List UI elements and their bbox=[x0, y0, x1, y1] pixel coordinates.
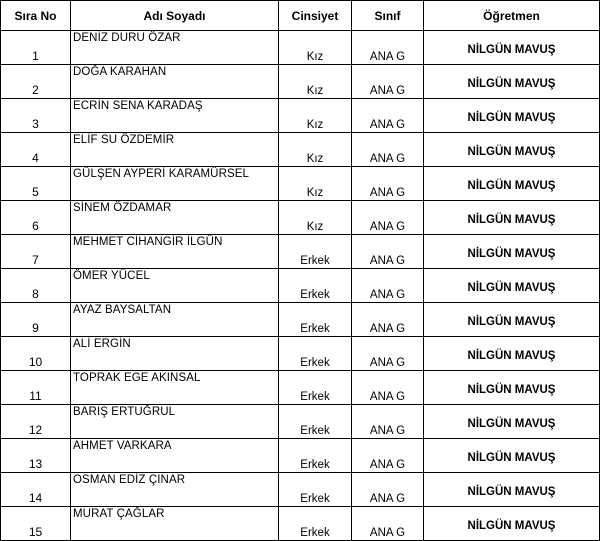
row-number: 7 bbox=[1, 235, 71, 269]
header-teacher: Öğretmen bbox=[424, 1, 600, 31]
student-class: ANA G bbox=[352, 201, 424, 235]
student-name: DOĞA KARAHAN bbox=[71, 65, 279, 99]
table-row bbox=[1, 473, 600, 507]
student-name: ELİF SU ÖZDEMİR bbox=[71, 133, 279, 167]
table-row bbox=[1, 201, 600, 235]
student-name: MURAT ÇAĞLAR bbox=[71, 507, 279, 541]
table-row bbox=[1, 303, 600, 337]
table-row bbox=[1, 167, 600, 201]
table-row bbox=[1, 371, 600, 405]
header-class: Sınıf bbox=[352, 1, 424, 31]
student-gender: Erkek bbox=[279, 405, 352, 439]
teacher-name: NİLGÜN MAVUŞ bbox=[424, 201, 600, 235]
student-gender: Kız bbox=[279, 201, 352, 235]
row-number: 8 bbox=[1, 269, 71, 303]
teacher-name: NİLGÜN MAVUŞ bbox=[424, 303, 600, 337]
student-name: DENİZ DURU ÖZAR bbox=[71, 31, 279, 65]
teacher-name: NİLGÜN MAVUŞ bbox=[424, 507, 600, 541]
table-row bbox=[1, 31, 600, 65]
header-name: Adı Soyadı bbox=[71, 1, 279, 31]
student-class: ANA G bbox=[352, 133, 424, 167]
student-class: ANA G bbox=[352, 405, 424, 439]
teacher-name: NİLGÜN MAVUŞ bbox=[424, 133, 600, 167]
student-gender: Kız bbox=[279, 133, 352, 167]
student-gender: Erkek bbox=[279, 439, 352, 473]
row-number: 6 bbox=[1, 201, 71, 235]
student-class: ANA G bbox=[352, 473, 424, 507]
row-number: 3 bbox=[1, 99, 71, 133]
row-number: 4 bbox=[1, 133, 71, 167]
table-row bbox=[1, 235, 600, 269]
student-class: ANA G bbox=[352, 371, 424, 405]
row-number: 9 bbox=[1, 303, 71, 337]
table-row bbox=[1, 269, 600, 303]
teacher-name: NİLGÜN MAVUŞ bbox=[424, 337, 600, 371]
student-name: SİNEM ÖZDAMAR bbox=[71, 201, 279, 235]
table-row bbox=[1, 405, 600, 439]
student-gender: Erkek bbox=[279, 473, 352, 507]
table-row bbox=[1, 337, 600, 371]
header-gender: Cinsiyet bbox=[279, 1, 352, 31]
student-gender: Erkek bbox=[279, 269, 352, 303]
teacher-name: NİLGÜN MAVUŞ bbox=[424, 31, 600, 65]
student-class: ANA G bbox=[352, 31, 424, 65]
table-row bbox=[1, 133, 600, 167]
table-body bbox=[1, 31, 600, 541]
student-name: MEHMET CİHANGİR İLGÜN bbox=[71, 235, 279, 269]
student-name: BARIŞ ERTUĞRUL bbox=[71, 405, 279, 439]
student-gender: Erkek bbox=[279, 303, 352, 337]
student-name: ALİ ERGİN bbox=[71, 337, 279, 371]
student-gender: Kız bbox=[279, 31, 352, 65]
row-number: 15 bbox=[1, 507, 71, 541]
student-class: ANA G bbox=[352, 337, 424, 371]
row-number: 10 bbox=[1, 337, 71, 371]
row-number: 2 bbox=[1, 65, 71, 99]
student-class: ANA G bbox=[352, 269, 424, 303]
student-class: ANA G bbox=[352, 439, 424, 473]
student-name: ÖMER YÜCEL bbox=[71, 269, 279, 303]
row-number: 11 bbox=[1, 371, 71, 405]
student-gender: Erkek bbox=[279, 507, 352, 541]
student-gender: Erkek bbox=[279, 371, 352, 405]
student-name: TOPRAK EGE AKINSAL bbox=[71, 371, 279, 405]
teacher-name: NİLGÜN MAVUŞ bbox=[424, 65, 600, 99]
student-gender: Kız bbox=[279, 99, 352, 133]
student-name: OSMAN EDİZ ÇINAR bbox=[71, 473, 279, 507]
teacher-name: NİLGÜN MAVUŞ bbox=[424, 235, 600, 269]
teacher-name: NİLGÜN MAVUŞ bbox=[424, 439, 600, 473]
student-class: ANA G bbox=[352, 99, 424, 133]
student-gender: Kız bbox=[279, 167, 352, 201]
row-number: 13 bbox=[1, 439, 71, 473]
student-class: ANA G bbox=[352, 303, 424, 337]
student-name: AHMET VARKARA bbox=[71, 439, 279, 473]
student-class: ANA G bbox=[352, 65, 424, 99]
student-name: ECRİN SENA KARADAŞ bbox=[71, 99, 279, 133]
row-number: 1 bbox=[1, 31, 71, 65]
table-row bbox=[1, 99, 600, 133]
row-number: 12 bbox=[1, 405, 71, 439]
teacher-name: NİLGÜN MAVUŞ bbox=[424, 99, 600, 133]
row-number: 5 bbox=[1, 167, 71, 201]
student-class: ANA G bbox=[352, 235, 424, 269]
table-row bbox=[1, 65, 600, 99]
student-name: AYAZ BAYSALTAN bbox=[71, 303, 279, 337]
teacher-name: NİLGÜN MAVUŞ bbox=[424, 269, 600, 303]
header-no: Sıra No bbox=[1, 1, 71, 31]
teacher-name: NİLGÜN MAVUŞ bbox=[424, 405, 600, 439]
teacher-name: NİLGÜN MAVUŞ bbox=[424, 167, 600, 201]
student-class: ANA G bbox=[352, 507, 424, 541]
student-gender: Kız bbox=[279, 65, 352, 99]
student-class: ANA G bbox=[352, 167, 424, 201]
row-number: 14 bbox=[1, 473, 71, 507]
teacher-name: NİLGÜN MAVUŞ bbox=[424, 371, 600, 405]
header-row bbox=[1, 1, 600, 31]
teacher-name: NİLGÜN MAVUŞ bbox=[424, 473, 600, 507]
student-gender: Erkek bbox=[279, 235, 352, 269]
student-gender: Erkek bbox=[279, 337, 352, 371]
table-row bbox=[1, 507, 600, 541]
table-row bbox=[1, 439, 600, 473]
student-name: GÜLŞEN AYPERİ KARAMÜRSEL bbox=[71, 167, 279, 201]
